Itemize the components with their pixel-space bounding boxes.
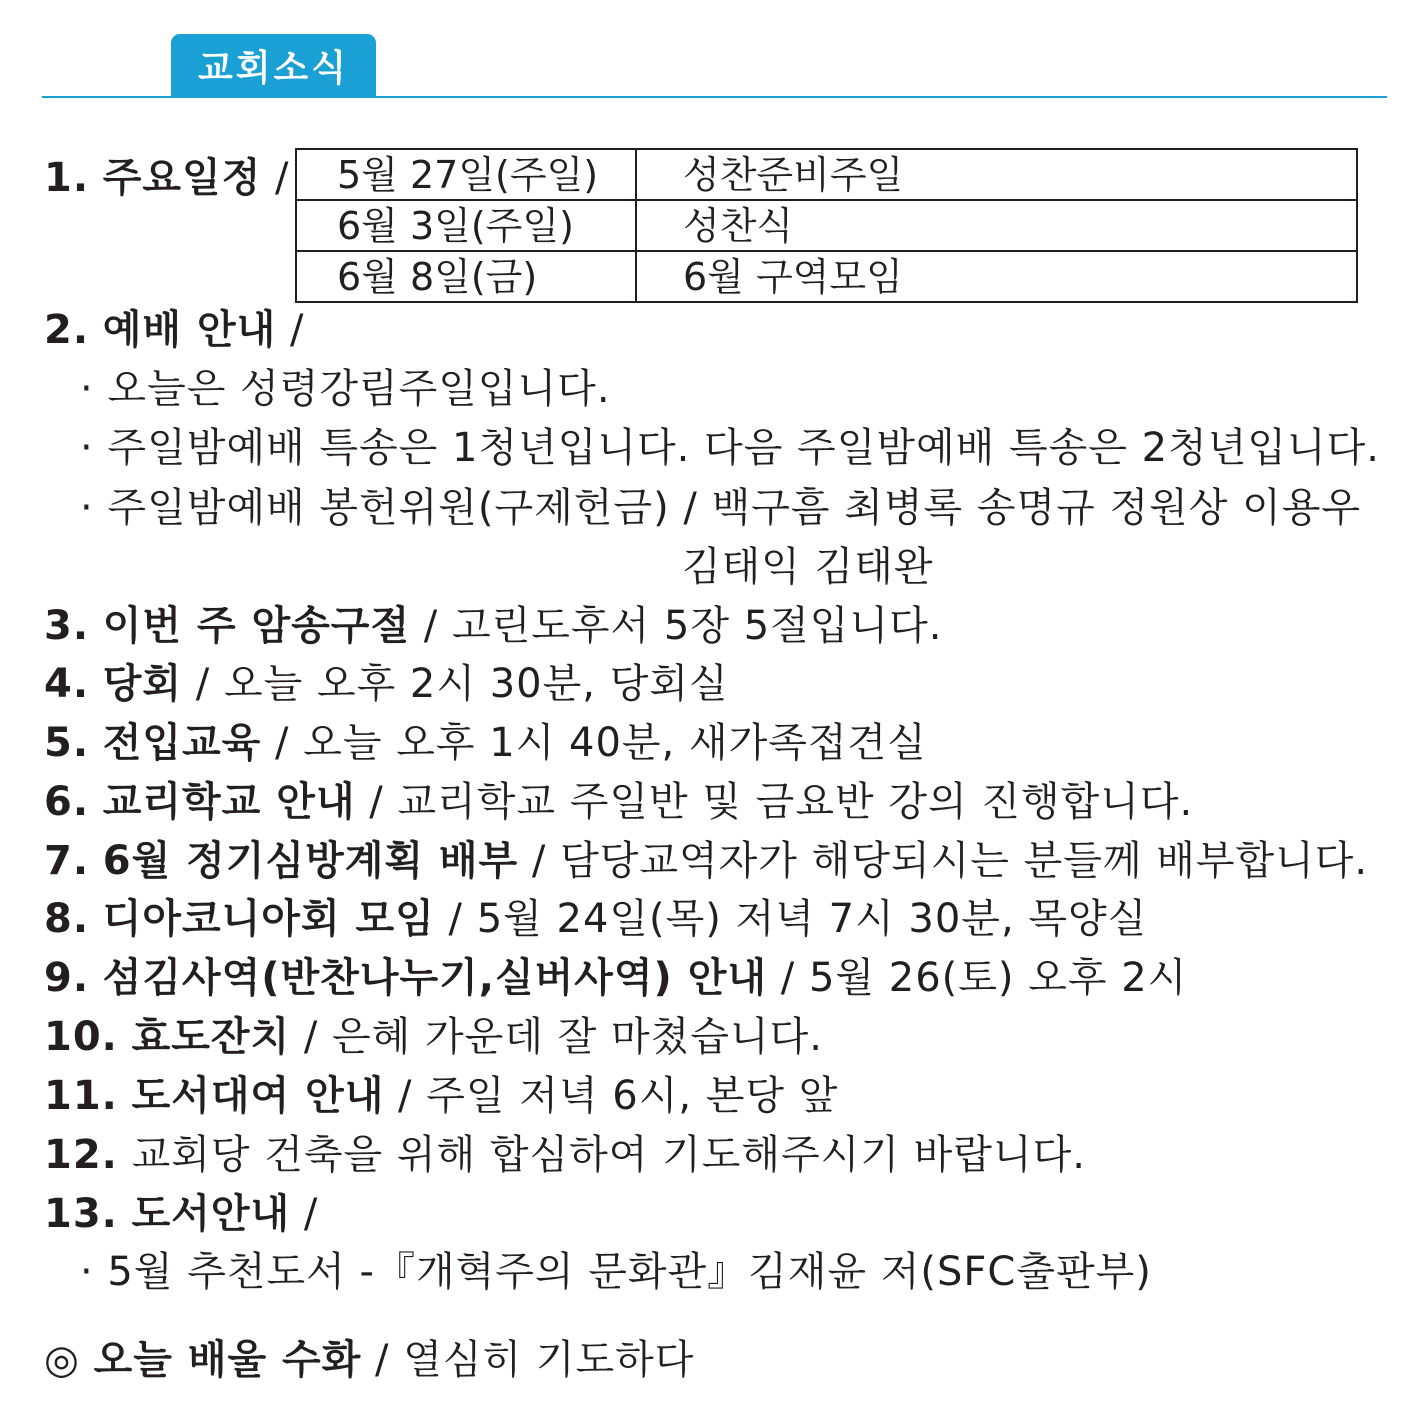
item-number: 13. [44, 1191, 118, 1237]
notice-item [44, 602, 942, 650]
notice-item [44, 954, 1187, 1002]
item-text: / 고린도후서 5장 5절입니다. [410, 603, 943, 649]
item-number: 1. [44, 155, 90, 201]
bullet-continuation: 김태익 김태완 [682, 544, 934, 590]
item-heading: 예배 안내 [102, 307, 277, 353]
item-heading: 전입교육 [102, 720, 262, 766]
item-number: 9. [44, 955, 90, 1001]
schedule-event: 6월 구역모임 [636, 251, 1357, 302]
item-number: 7. [44, 838, 90, 884]
schedule-event: 성찬식 [636, 200, 1357, 251]
item-heading: 교리학교 안내 [102, 779, 356, 825]
item-number: 6. [44, 779, 90, 825]
schedule-event: 성찬준비주일 [636, 149, 1357, 200]
notice-item [44, 660, 729, 708]
item-number: 2. [44, 307, 90, 353]
item-number: 3. [44, 603, 90, 649]
item-number: 8. [44, 896, 90, 942]
item-text: / 5월 26(토) 오후 2시 [767, 955, 1188, 1001]
notice-item [44, 1072, 838, 1120]
item-text: / [290, 1191, 319, 1237]
schedule-date: 6월 3일(주일) [296, 200, 636, 251]
bullet-line: · 주일밤예배 봉헌위원(구제헌금) / 백구흠 최병록 송명규 정원상 이용우 [80, 485, 1362, 531]
notice-item [44, 1131, 1086, 1179]
notice-item [44, 778, 1193, 826]
item-text: / 5월 24일(목) 저녁 7시 30분, 목양실 [434, 896, 1148, 942]
item-heading: 디아코니아회 모임 [102, 896, 435, 942]
item-text: / [276, 307, 305, 353]
item-text: / 담당교역자가 해당되시는 분들께 배부합니다. [518, 838, 1369, 884]
sign-language-line [44, 1336, 694, 1384]
item-heading: 섬김사역(반찬나누기,실버사역) 안내 [102, 955, 768, 1001]
item-number: 11. [44, 1073, 118, 1119]
notice-item [44, 895, 1147, 943]
notice-item [44, 1190, 318, 1238]
item-heading: 오늘 배울 수화 [93, 1337, 362, 1383]
item-text: / 오늘 오후 1시 40분, 새가족접견실 [261, 720, 927, 766]
bullet-line: · 주일밤예배 특송은 1청년입니다. 다음 주일밤예배 특송은 2청년입니다. [80, 425, 1380, 471]
schedule-heading [44, 154, 290, 202]
schedule-date: 6월 8일(금) [296, 251, 636, 302]
item-number: 12. [44, 1132, 118, 1178]
item-number: 5. [44, 720, 90, 766]
notice-item [44, 719, 927, 767]
notice-item [44, 306, 304, 354]
item-heading: 6월 정기심방계획 배부 [102, 838, 519, 884]
item-text: / 열심히 기도하다 [361, 1337, 695, 1383]
item-heading: 도서대여 안내 [131, 1073, 385, 1119]
item-text: / 주일 저녁 6시, 본당 앞 [384, 1073, 839, 1119]
header-divider [42, 96, 1387, 98]
bullet-line: · 오늘은 성령강림주일입니다. [80, 366, 611, 412]
item-heading: 도서안내 [131, 1191, 291, 1237]
item-heading: 당회 [102, 661, 183, 707]
notice-item [44, 1013, 823, 1061]
table-row [296, 149, 1357, 200]
item-separator: / [261, 155, 290, 201]
notice-item [44, 837, 1368, 885]
item-heading: 주요일정 [102, 155, 262, 201]
item-heading: 이번 주 암송구절 [102, 603, 411, 649]
item-heading: 효도잔치 [131, 1014, 291, 1060]
item-number: 4. [44, 661, 90, 707]
bullet-line: · 5월 추천도서 -『개혁주의 문화관』김재윤 저(SFC출판부) [80, 1249, 1152, 1295]
item-text: / 오늘 오후 2시 30분, 당회실 [182, 661, 729, 707]
item-number: 10. [44, 1014, 118, 1060]
section-title-tab: 교회소식 [171, 34, 376, 97]
schedule-date: 5월 27일(주일) [296, 149, 636, 200]
table-row [296, 251, 1357, 302]
double-circle-icon: ◎ [44, 1337, 80, 1383]
schedule-table [295, 148, 1358, 303]
table-row [296, 200, 1357, 251]
item-text: / 은혜 가운데 잘 마쳤습니다. [290, 1014, 823, 1060]
item-text: / 교리학교 주일반 및 금요반 강의 진행합니다. [355, 779, 1194, 825]
item-text: 교회당 건축을 위해 합심하여 기도해주시기 바랍니다. [117, 1132, 1086, 1178]
